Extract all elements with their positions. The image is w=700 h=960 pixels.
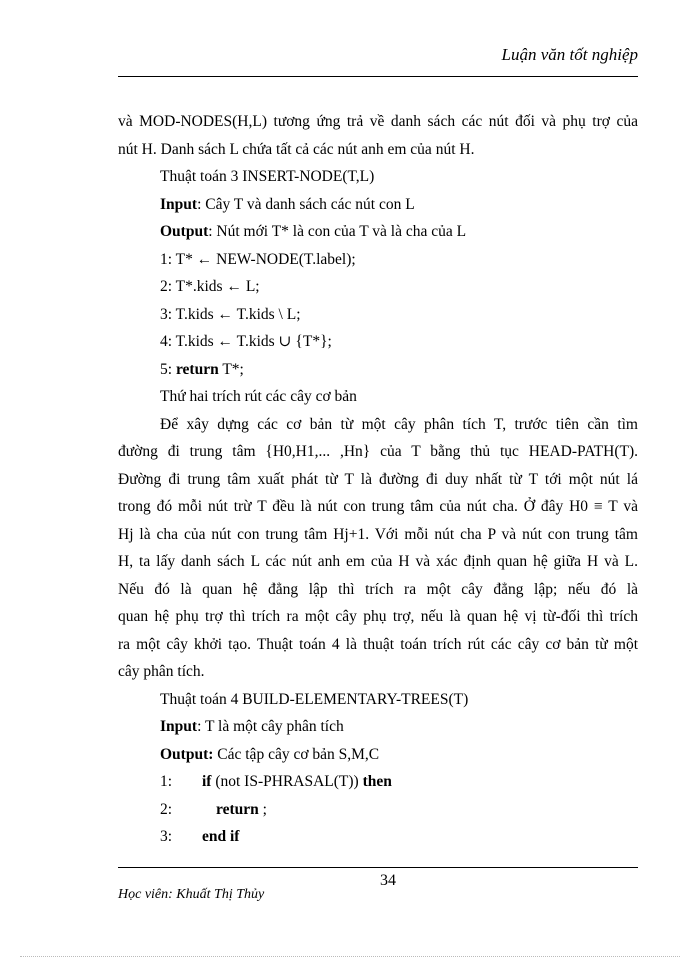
- algo4-input: [118, 713, 638, 741]
- algo4-output-text: Các tập cây cơ bản S,M,C: [213, 745, 380, 763]
- algo4-step-1-num: 1:: [160, 773, 173, 790]
- algo4-step-1-kw-if: if: [202, 773, 212, 790]
- algo4-input-text: : T là một cây phân tích: [197, 718, 344, 735]
- algo4-output-label: Output:: [160, 745, 214, 763]
- algo4-step-2-kw: return: [216, 800, 259, 818]
- algo4-step-1: [118, 768, 638, 796]
- algo3-output-label: Output: [160, 223, 209, 240]
- algo3-step-3: 3: T.kids ← T.kids \ L;: [160, 305, 301, 323]
- algo3-input-label: Input: [160, 195, 198, 213]
- subheading: Thứ hai trích rút các cây cơ bản: [160, 388, 357, 405]
- paragraph-2-line-2: đường đi trung tâm {H0,H1,... ,Hn} của T bằng thủ tục HEAD-PATH(T).: [118, 443, 638, 460]
- algo4-step-3-num: 3:: [160, 828, 173, 845]
- algo3-step-5-num: 5:: [160, 360, 173, 378]
- page-bottom-divider: [20, 956, 680, 957]
- algo3-step-2: 2: T*.kids ← L;: [160, 278, 260, 295]
- algo3-input: [118, 191, 638, 219]
- paragraph-2-line-3: Đường đi trung tâm xuất phát từ T là đường đi duy nhất từ T tới một nút lá: [118, 470, 638, 488]
- paragraph-2-line-4: trong đó mỗi nút trừ T đều là nút con trung tâm của nút cha. Ở đây H0 ≡ T và: [118, 498, 638, 515]
- header-title: Luận văn tốt nghiệp: [501, 45, 638, 64]
- algo4-input-label: Input: [160, 718, 198, 735]
- algo4-step-3: [118, 823, 638, 851]
- paragraph-2-line-6: H, ta lấy danh sách L các nút anh em của H và xác định quan hệ giữa H và L.: [118, 553, 638, 570]
- paragraph-2-line-1: Để xây dựng các cơ bản từ một cây phân tích T, trước tiên cần tìm: [160, 415, 638, 433]
- algo4-title: Thuật toán 4 BUILD-ELEMENTARY-TREES(T): [160, 690, 469, 708]
- algo4-step-1-kw-then: then: [362, 773, 392, 790]
- algo4-step-2: [118, 796, 638, 824]
- footer-rule: [118, 867, 638, 868]
- algo4-step-2-num: 2:: [160, 800, 173, 818]
- algo3-output-text: : Nút mới T* là con của T và là cha của L: [208, 223, 467, 240]
- algo3-step-5: [118, 356, 638, 384]
- algo3-output: [118, 218, 638, 246]
- algo3-step-5-keyword: return: [175, 360, 219, 378]
- algo3-step-4: 4: T.kids ← T.kids ∪ {T*};: [160, 333, 332, 350]
- paragraph-2-line-10: cây phân tích.: [118, 663, 205, 680]
- algo3-title: Thuật toán 3 INSERT-NODE(T,L): [160, 168, 375, 185]
- page-header: [118, 10, 638, 77]
- paragraph-2-line-7: Nếu đó là quan hệ đẳng lập thì trích ra một cây đẳng lập; nếu đó là: [118, 580, 638, 598]
- paragraph-1-line-1: và MOD-NODES(H,L) tương ứng trả về danh sách các nút đối và phụ trợ của: [118, 113, 638, 130]
- paragraph-2-line-8: quan hệ phụ trợ thì trích ra một cây phụ trợ, nếu là quan hệ vị từ-đối thì trích: [118, 608, 638, 625]
- paragraph-1-line-2: nút H. Danh sách L chứa tất cả các nút anh em của nút H.: [118, 140, 475, 158]
- body-text: [118, 108, 638, 851]
- algo3-step-1: 1: T* ← NEW-NODE(T.label);: [160, 250, 356, 268]
- algo3-step-5-rest: T*;: [222, 360, 244, 378]
- algo4-output: [118, 741, 638, 769]
- algo4-step-3-kw: end if: [202, 828, 240, 845]
- algo3-input-text: : Cây T và danh sách các nút con L: [197, 195, 415, 213]
- algo4-step-2-rest: ;: [258, 800, 267, 818]
- algo4-step-1-cond: (not IS-PHRASAL(T)): [211, 773, 363, 790]
- footer-student: Học viên: Khuất Thị Thủy: [118, 887, 265, 902]
- paragraph-2-line-9: ra một cây khởi tạo. Thuật toán 4 là thuật toán trích rút các cây cơ bản từ một: [118, 635, 638, 653]
- paragraph-2-line-5: Hj là cha của nút con trung tâm Hj+1. Với mỗi nút cha P và nút con trung tâm: [118, 525, 638, 543]
- page-number: 34: [380, 872, 396, 889]
